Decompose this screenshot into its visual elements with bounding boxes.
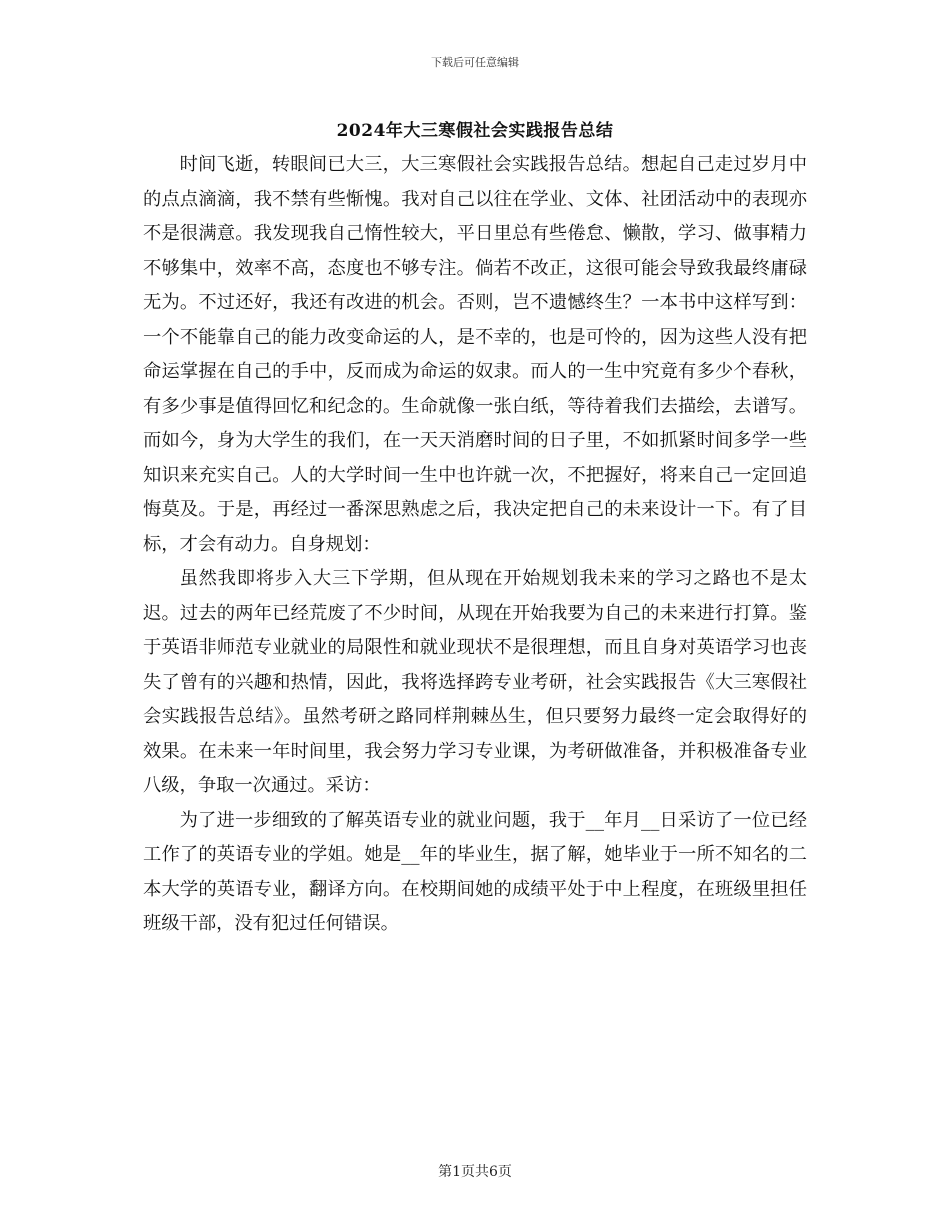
page-number: 第1页共6页 xyxy=(438,1164,512,1180)
document-title: 2024年大三寒假社会实践报告总结 xyxy=(336,121,614,141)
document-body xyxy=(143,148,807,942)
paragraph-2: 虽然我即将步入大三下学期，但从现在开始规划我未来的学习之路也不是太迟。过去的两年已经荒废了不少时间，从现在开始我要为自己的未来进行打算。鉴于英语非师范专业就业的局限性和就业现状不是很理想，而且自身对英语学习也丧失了曾有的兴趣和热情，因此，我将选择跨专业考研，社会实践报告《大三寒假社会实践报告总结》。虽然考研之路同样荆棘丛生，但只要努力最终一定会取得好的效果。在未来一年时间里，我会努力学习专业课，为考研做准备，并积极准备专业八级，争取一次通过。采访： xyxy=(143,568,807,796)
page-header-note: 下载后可任意编辑 xyxy=(431,56,519,69)
paragraph-1: 时间飞逝，转眼间已大三，大三寒假社会实践报告总结。想起自己走过岁月中的点点滴滴，我不禁有些惭愧。我对自己以往在学业、文体、社团活动中的表现亦不是很满意。我发现我自己惰性较大，平日里总有些倦怠、懒散，学习、做事精力不够集中，效率不高，态度也不够专注。倘若不改正，这很可能会导致我最终庸碌无为。不过还好，我还有改进的机会。否则，岂不遗憾终生？一本书中这样写到：一个不能靠自己的能力改变命运的人，是不幸的，也是可怜的，因为这些人没有把命运掌握在自己的手中，反而成为命运的奴隶。而人的一生中究竟有多少个春秋，有多少事是值得回忆和纪念的。生命就像一张白纸，等待着我们去描绘，去谱写。而如今，身为大学生的我们，在一天天消磨时间的日子里，不如抓紧时间多学一些知识来充实自己。人的大学时间一生中也许就一次，不把握好，将来自己一定回追悔莫及。于是，再经过一番深思熟虑之后，我决定把自己的未来设计一下。有了目标，才会有动力。自身规划： xyxy=(143,154,807,555)
paragraph-3: 为了进一步细致的了解英语专业的就业问题，我于__年月__日采访了一位已经工作了的英语专业的学姐。她是__年的毕业生，据了解，她毕业于一所不知名的二本大学的英语专业，翻译方向。在校期间她的成绩平处于中上程度，在班级里担任班级干部，没有犯过任何错误。 xyxy=(143,809,807,934)
